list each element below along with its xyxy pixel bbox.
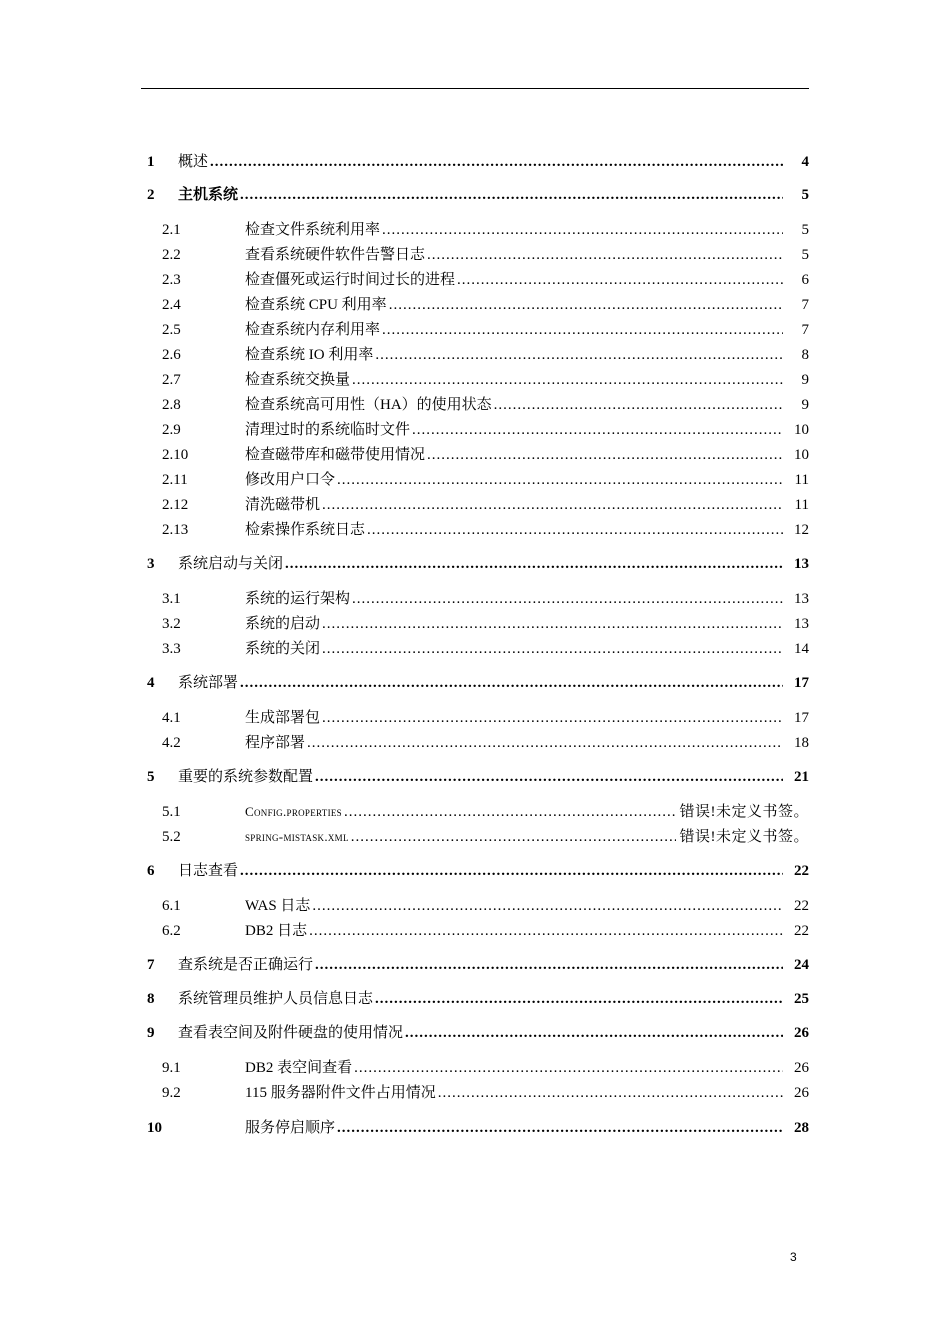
- toc-entry-title: 系统的关闭: [245, 641, 321, 657]
- toc-leader-dots: [344, 800, 676, 824]
- toc-entry-title: 115 服务器附件文件占用情况: [245, 1085, 436, 1101]
- toc-leader-dots: [412, 418, 783, 442]
- toc-entry[interactable]: [0, 953, 950, 977]
- toc-entry-page: 22: [794, 898, 809, 914]
- header-rule: [141, 88, 809, 89]
- page-number: 3: [790, 1250, 797, 1264]
- toc-entry-number: 6: [147, 863, 155, 879]
- toc-entry[interactable]: [0, 731, 950, 755]
- toc-entry[interactable]: [0, 393, 950, 417]
- toc-leader-dots: [382, 318, 783, 342]
- toc-entry-number: 2.10: [162, 447, 189, 463]
- toc-entry[interactable]: [0, 1116, 950, 1140]
- toc-entry-page: 11: [794, 472, 809, 488]
- toc-entry-number: 2.1: [162, 222, 181, 238]
- toc-entry[interactable]: [0, 587, 950, 611]
- toc-entry-title: 检查系统内存利用率: [245, 322, 381, 338]
- toc-leader-dots: [457, 268, 783, 292]
- toc-entry-number: 9.2: [162, 1085, 181, 1101]
- toc-entry[interactable]: [0, 243, 950, 267]
- toc-entry-number: 2.3: [162, 272, 181, 288]
- toc-entry[interactable]: [0, 493, 950, 517]
- toc-entry-title: 检查文件系统利用率: [245, 222, 381, 238]
- toc-entry-number: 2.2: [162, 247, 181, 263]
- toc-entry-page: 9: [801, 397, 809, 413]
- toc-entry-title: 系统启动与关闭: [178, 556, 284, 572]
- toc-entry-number: 2.9: [162, 422, 181, 438]
- toc-entry-page: 26: [794, 1085, 809, 1101]
- toc-entry-page: 8: [801, 347, 809, 363]
- toc-entry-number: 3.3: [162, 641, 181, 657]
- toc-entry-title: 生成部署包: [245, 710, 321, 726]
- toc-entry-number: 2: [147, 187, 155, 203]
- toc-entry-page: 22: [794, 923, 809, 939]
- toc-leader-dots: [351, 825, 676, 849]
- toc-leader-dots: [352, 587, 783, 611]
- toc-entry[interactable]: [0, 612, 950, 636]
- toc-leader-dots: [210, 150, 783, 174]
- toc-entry[interactable]: [0, 293, 950, 317]
- toc-entry-title: 检查系统交换量: [245, 372, 351, 388]
- toc-entry-title: 检索操作系统日志: [245, 522, 366, 538]
- toc-leader-dots: [367, 518, 783, 542]
- toc-entry-title: WAS 日志: [245, 898, 311, 914]
- toc-entry-number: 3.1: [162, 591, 181, 607]
- toc-entry-page: 13: [794, 591, 809, 607]
- toc-entry-number: 2.8: [162, 397, 181, 413]
- toc-entry-page: 11: [794, 497, 809, 513]
- toc-entry-number: 8: [147, 991, 155, 1007]
- toc-entry[interactable]: [0, 218, 950, 242]
- toc-entry[interactable]: [0, 368, 950, 392]
- toc-entry-number: 5.1: [162, 804, 181, 820]
- toc-leader-dots: [309, 919, 783, 943]
- toc-entry-title: 程序部署: [245, 735, 306, 751]
- toc-entry-page: 7: [801, 322, 809, 338]
- toc-entry-number: 1: [147, 154, 155, 170]
- toc-entry-number: 2.4: [162, 297, 181, 313]
- toc-entry-title: 清洗磁带机: [245, 497, 321, 513]
- toc-entry-number: 2.7: [162, 372, 181, 388]
- toc-entry-title: 服务停启顺序: [245, 1120, 336, 1136]
- toc-entry-number: 2.13: [162, 522, 189, 538]
- toc-entry-number: 2.12: [162, 497, 189, 513]
- toc-entry-page: 14: [794, 641, 809, 657]
- toc-entry[interactable]: [0, 150, 950, 174]
- toc-entry-number: 7: [147, 957, 155, 973]
- toc-entry-page: 22: [794, 863, 809, 879]
- toc-entry-page: 10: [794, 422, 809, 438]
- toc-entry[interactable]: [0, 418, 950, 442]
- toc-entry[interactable]: [0, 825, 950, 849]
- toc-entry-title: 修改用户口令: [245, 472, 336, 488]
- toc-entry[interactable]: [0, 671, 950, 695]
- toc-entry[interactable]: [0, 443, 950, 467]
- toc-entry[interactable]: [0, 468, 950, 492]
- toc-entry-title: 查系统是否正确运行: [178, 957, 314, 973]
- toc-entry-page: 26: [794, 1060, 809, 1076]
- toc-entry-title: Config.properties: [245, 804, 342, 819]
- toc-leader-dots: [382, 218, 783, 242]
- toc-entry-page: 28: [794, 1120, 809, 1136]
- toc-entry[interactable]: [0, 859, 950, 883]
- toc-entry-number: 2.5: [162, 322, 181, 338]
- toc-entry-number: 5: [147, 769, 155, 785]
- toc-leader-dots: [427, 443, 783, 467]
- toc-entry[interactable]: [0, 706, 950, 730]
- toc-entry[interactable]: [0, 1081, 950, 1105]
- toc-entry-page: 9: [801, 372, 809, 388]
- toc-entry-title: DB2 日志: [245, 923, 308, 939]
- toc-leader-dots: [240, 859, 783, 883]
- toc-entry[interactable]: [0, 1056, 950, 1080]
- toc-entry[interactable]: [0, 765, 950, 789]
- toc-leader-dots: [427, 243, 783, 267]
- toc-entry-page: 错误!未定义书签。: [679, 829, 809, 845]
- toc-leader-dots: [285, 552, 783, 576]
- toc-entry-number: 10: [147, 1120, 162, 1136]
- toc-entry-title: 系统部署: [178, 675, 239, 691]
- toc-leader-dots: [322, 493, 783, 517]
- toc-entry-title: 查看系统硬件软件告警日志: [245, 247, 426, 263]
- toc-entry[interactable]: [0, 518, 950, 542]
- toc-entry-title: 检查磁带库和磁带使用情况: [245, 447, 426, 463]
- toc-leader-dots: [337, 468, 783, 492]
- toc-entry-page: 4: [801, 154, 809, 170]
- toc-entry-title: 系统的启动: [245, 616, 321, 632]
- toc-leader-dots: [322, 612, 783, 636]
- toc-leader-dots: [315, 765, 783, 789]
- toc-entry[interactable]: [0, 919, 950, 943]
- toc-entry-title: 日志查看: [178, 863, 239, 879]
- toc-entry[interactable]: [0, 552, 950, 576]
- toc-entry-page: 12: [794, 522, 809, 538]
- toc-entry-number: 3: [147, 556, 155, 572]
- toc-leader-dots: [322, 637, 783, 661]
- toc-leader-dots: [352, 368, 783, 392]
- toc-leader-dots: [494, 393, 783, 417]
- toc-entry-title: 重要的系统参数配置: [178, 769, 314, 785]
- toc-entry[interactable]: [0, 894, 950, 918]
- toc-leader-dots: [354, 1056, 783, 1080]
- toc-entry[interactable]: [0, 343, 950, 367]
- toc-entry[interactable]: [0, 987, 950, 1011]
- toc-entry-number: 6.2: [162, 923, 181, 939]
- toc-leader-dots: [307, 731, 783, 755]
- toc-entry[interactable]: [0, 637, 950, 661]
- toc-entry-page: 13: [794, 556, 809, 572]
- toc-entry-page: 10: [794, 447, 809, 463]
- toc-entry-page: 5: [801, 222, 809, 238]
- toc-entry-page: 21: [794, 769, 809, 785]
- toc-entry-title: 清理过时的系统临时文件: [245, 422, 411, 438]
- toc-entry[interactable]: [0, 268, 950, 292]
- toc-entry-page: 错误!未定义书签。: [679, 804, 809, 820]
- toc-entry-number: 9.1: [162, 1060, 181, 1076]
- toc-entry-page: 17: [794, 675, 809, 691]
- toc-entry-number: 3.2: [162, 616, 181, 632]
- toc-leader-dots: [240, 183, 783, 207]
- toc-leader-dots: [438, 1081, 783, 1105]
- toc-entry-title: DB2 表空间查看: [245, 1060, 353, 1076]
- toc-leader-dots: [240, 671, 783, 695]
- toc-entry[interactable]: [0, 318, 950, 342]
- toc-entry-number: 6.1: [162, 898, 181, 914]
- toc-entry-number: 5.2: [162, 829, 181, 845]
- toc-entry-title: 系统的运行架构: [245, 591, 351, 607]
- toc-entry-page: 17: [794, 710, 809, 726]
- toc-leader-dots: [312, 894, 783, 918]
- toc-leader-dots: [337, 1116, 783, 1140]
- toc-entry[interactable]: [0, 1021, 950, 1045]
- toc-leader-dots: [322, 706, 783, 730]
- toc-entry-page: 13: [794, 616, 809, 632]
- toc-entry-number: 4.1: [162, 710, 181, 726]
- toc-entry-number: 9: [147, 1025, 155, 1041]
- toc-entry-page: 24: [794, 957, 809, 973]
- toc-entry-page: 18: [794, 735, 809, 751]
- toc-entry-title: 检查系统高可用性（HA）的使用状态: [245, 397, 492, 413]
- toc-entry-title: 概述: [178, 154, 209, 170]
- toc-entry-page: 7: [801, 297, 809, 313]
- toc-leader-dots: [315, 953, 783, 977]
- toc-entry-page: 25: [794, 991, 809, 1007]
- toc-entry-number: 2.11: [162, 472, 188, 488]
- toc-leader-dots: [389, 293, 783, 317]
- toc-leader-dots: [375, 987, 783, 1011]
- toc-leader-dots: [405, 1021, 783, 1045]
- toc-entry-page: 5: [801, 247, 809, 263]
- toc-entry-page: 26: [794, 1025, 809, 1041]
- toc-leader-dots: [375, 343, 783, 367]
- toc-entry-page: 6: [801, 272, 809, 288]
- toc-entry-title: 查看表空间及附件硬盘的使用情况: [178, 1025, 404, 1041]
- toc-entry-title: 系统管理员维护人员信息日志: [178, 991, 374, 1007]
- toc-entry-title: spring-mistask.xml: [245, 829, 349, 844]
- toc-entry-title: 检查僵死或运行时间过长的进程: [245, 272, 456, 288]
- toc-entry-title: 主机系统: [178, 187, 239, 203]
- toc-entry-title: 检查系统 CPU 利用率: [245, 297, 387, 313]
- toc-entry[interactable]: [0, 183, 950, 207]
- toc-entry[interactable]: [0, 800, 950, 824]
- toc-entry-number: 4: [147, 675, 155, 691]
- toc-entry-title: 检查系统 IO 利用率: [245, 347, 374, 363]
- toc-entry-page: 5: [801, 187, 809, 203]
- toc-entry-number: 2.6: [162, 347, 181, 363]
- toc-entry-number: 4.2: [162, 735, 181, 751]
